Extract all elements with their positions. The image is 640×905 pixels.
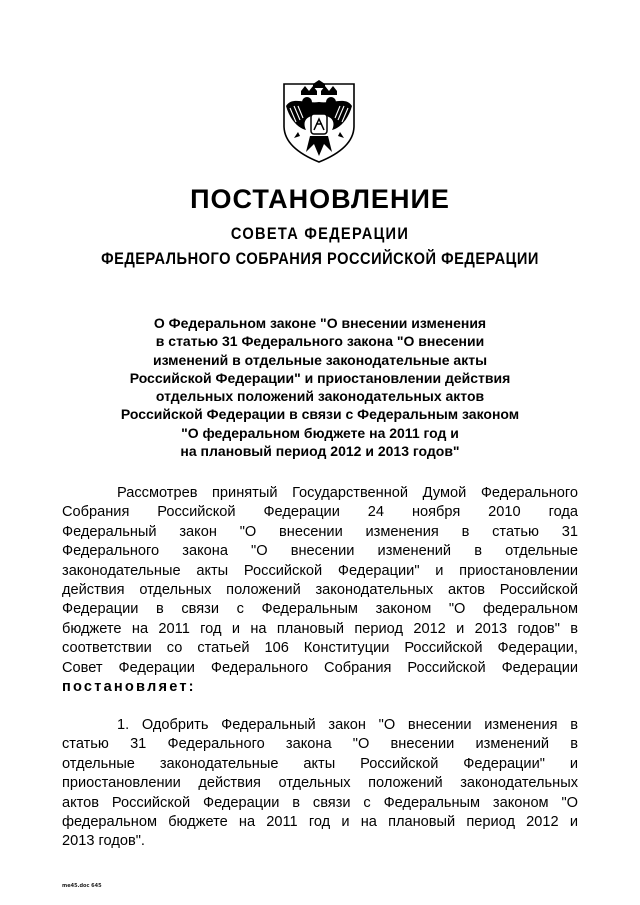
subject-line: Российской Федерации в связи с Федеральным законом — [120, 406, 520, 423]
point-line: статью 31 Федерального закона "О внесении изменений в — [62, 736, 578, 753]
preamble-line: Рассмотрев принятый Государственной Думой Федерального — [117, 485, 578, 501]
point-line: отдельные законодательные акты Российской Федерации" и — [62, 755, 578, 772]
subject-line: отдельных положений законодательных актов — [155, 388, 485, 405]
point-1-paragraph — [62, 716, 578, 852]
point-line: 2013 годов". — [62, 833, 145, 850]
point-line: приостановлении действия отдельных положений законодательных — [62, 775, 578, 792]
document-title: ПОСТАНОВЛЕНИЕ — [190, 184, 450, 214]
file-code: me45.doc 645 — [62, 883, 102, 889]
point-line: актов Российской Федерации в связи с Федеральным законом "О — [62, 794, 578, 811]
preamble-line: бюджете на 2011 год и на плановый период 2012 и 2013 годов" в — [62, 620, 578, 637]
subject-line: в статью 31 Федерального закона "О внесении — [155, 333, 485, 350]
subject-line: на плановый период 2012 и 2013 годов" — [180, 443, 460, 460]
subject-line: Российской Федерации" и приостановлении действия — [129, 369, 511, 386]
point-line: федеральном бюджете на 2011 год и на плановый период 2012 и — [62, 814, 578, 831]
decree-word: постановляет: — [62, 679, 196, 696]
preamble-line: Федерального закона "О внесении изменений в отдельные — [62, 543, 578, 560]
preamble-line: Собрания Российской Федерации 24 ноября 2010 года — [62, 504, 578, 521]
council-name: СОВЕТА ФЕДЕРАЦИИ — [230, 224, 410, 243]
preamble-line: Федеральный закон "О внесении изменения в статью 31 — [62, 523, 578, 540]
preamble-paragraph — [62, 484, 578, 697]
preamble-line: законодательные акты Российской Федерации" и приостановлении — [62, 562, 578, 579]
preamble-line: соответствии со статьей 106 Конституции Российской Федерации, — [62, 640, 578, 657]
subject-heading — [80, 314, 560, 460]
assembly-name: ФЕДЕРАЛЬНОГО СОБРАНИЯ РОССИЙСКОЙ ФЕДЕРАЦИИ — [101, 249, 539, 268]
preamble-line: действия отдельных положений законодательных актов Российской — [62, 582, 578, 599]
subject-line: "О федеральном бюджете на 2011 год и — [181, 424, 459, 441]
subject-line: изменений в отдельные законодательные акты — [152, 351, 488, 368]
point-line: 1. Одобрить Федеральный закон "О внесении изменения в — [117, 717, 578, 733]
subject-line: О Федеральном законе "О внесении изменения — [153, 315, 487, 331]
preamble-line: Федерации в связи с Федеральным законом "О федеральном — [62, 601, 578, 618]
coat-of-arms-icon — [276, 78, 362, 164]
preamble-line: Совет Федерации Федерального Собрания Российской Федерации — [62, 659, 578, 676]
